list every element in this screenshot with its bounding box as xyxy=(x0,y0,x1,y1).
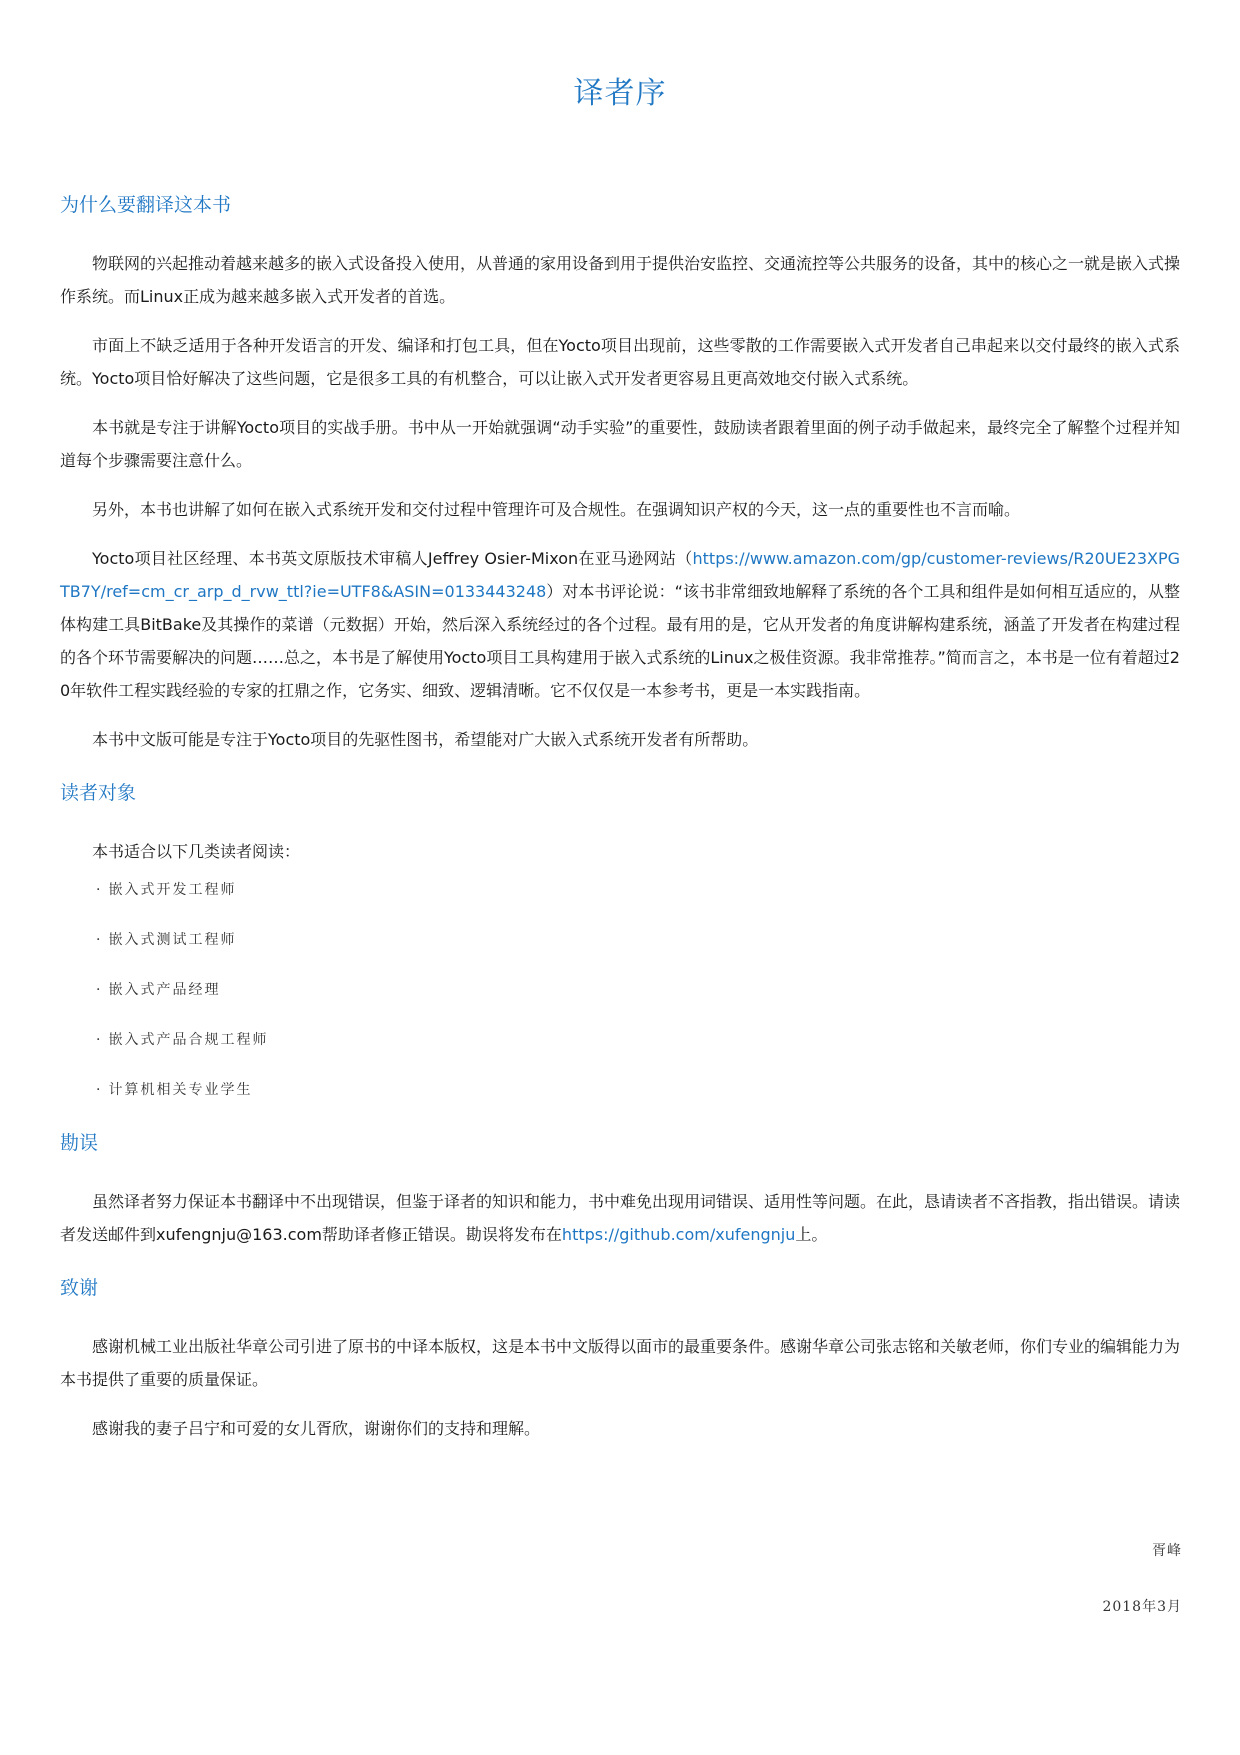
list-item-text: 计算机相关专业学生 xyxy=(108,1082,253,1098)
paragraph: 本书就是专注于讲解Yocto项目的实战手册。书中从一开始就强调“动手实验”的重要性，鼓励读者跟着里面的例子动手做起来，最终完全了解整个过程并知道每个步骤需要注意什么。 xyxy=(60,418,1180,470)
section-heading-thanks: 致谢 xyxy=(60,1277,99,1299)
paragraph: 感谢我的妻子吕宁和可爱的女儿胥欣，谢谢你们的支持和理解。 xyxy=(92,1419,541,1438)
paragraph: 本书中文版可能是专注于Yocto项目的先驱性图书，希望能对广大嵌入式系统开发者有所帮助。 xyxy=(92,730,759,749)
section-heading-why: 为什么要翻译这本书 xyxy=(60,194,232,216)
paragraph: 市面上不缺乏适用于各种开发语言的开发、编译和打包工具，但在Yocto项目出现前，这些零散的工作需要嵌入式开发者自己串起来以交付最终的嵌入式系统。Yocto项目恰好解决了这些问题，它是很多工具的有机整合，可以让嵌入式开发者更容易且更高效地交付嵌入式系统。 xyxy=(60,336,1180,388)
paragraph: 感谢机械工业出版社华章公司引进了原书的中译本版权，这是本书中文版得以面市的最重要条件。感谢华章公司张志铭和关敏老师，你们专业的编辑能力为本书提供了重要的质量保证。 xyxy=(60,1337,1181,1389)
paragraph-text: 虽然译者努力保证本书翻译中不出现错误，但鉴于译者的知识和能力，书中难免出现用词错误、适用性等问题。在此，恳请读者不吝指教，指出错误。请读者发送邮件到xufengnju@163.com帮助译者修正错误。勘误将发布在 xyxy=(60,1192,1181,1244)
page-title: 译者序 xyxy=(573,76,667,111)
amazon-review-link[interactable]: https://www.amazon.com/gp/customer-reviews/R20UE23XPGTB7Y/ref=cm_cr_arp_d_rvw_ttl?ie=UTF8&ASIN=0133443248 xyxy=(60,549,1180,601)
readers-list xyxy=(60,878,1180,1102)
signature-name: 胥峰 xyxy=(1152,1543,1182,1559)
list-item: · 嵌入式测试工程师 xyxy=(96,932,237,948)
list-item-text: 嵌入式开发工程师 xyxy=(108,882,237,898)
section-errata xyxy=(60,1128,1180,1251)
paragraph-errata xyxy=(60,1185,1180,1251)
paragraph: 物联网的兴起推动着越来越多的嵌入式设备投入使用，从普通的家用设备到用于提供治安监控、交通流控等公共服务的设备，其中的核心之一就是嵌入式操作系统。而Linux正成为越来越多嵌入式开发者的首选。 xyxy=(60,254,1181,306)
github-link[interactable]: https://github.com/xufengnju xyxy=(561,1225,796,1244)
section-heading-errata: 勘误 xyxy=(60,1132,99,1154)
paragraph-text: ）对本书评论说：“该书非常细致地解释了系统的各个工具和组件是如何相互适应的，从整体构建工具BitBake及其操作的菜谱（元数据）开始，然后深入系统经过的各个过程。最有用的是，它从开发者的角度讲解构建系统，涵盖了开发者在构建过程的各个环节需要解决的问题……总之，本书是了解使用Yocto项目工具构建用于嵌入式系统的Linux之极佳资源。我非常推荐。”简而言之，本书是一位有着超过20年软件工程实践经验的专家的扛鼎之作，它务实、细致、逻辑清晰。它不仅仅是一本参考书，更是一本实践指南。 xyxy=(60,582,1180,700)
list-item-text: 嵌入式产品合规工程师 xyxy=(108,1032,269,1048)
readers-intro: 本书适合以下几类读者阅读： xyxy=(92,842,301,861)
list-item-text: 嵌入式产品经理 xyxy=(108,982,221,998)
paragraph: 另外，本书也讲解了如何在嵌入式系统开发和交付过程中管理许可及合规性。在强调知识产权的今天，这一点的重要性也不言而喻。 xyxy=(92,500,1021,519)
list-item: · 嵌入式产品合规工程师 xyxy=(96,1032,269,1048)
list-item: · 嵌入式开发工程师 xyxy=(96,882,237,898)
signature-date: 2018年3月 xyxy=(1102,1599,1182,1615)
paragraph-amazon-review xyxy=(60,542,1180,707)
section-readers xyxy=(60,778,1180,1102)
paragraph-text: Yocto项目社区经理、本书英文原版技术审稿人Jeffrey Osier-Mixon在亚马逊网站（ xyxy=(92,549,693,568)
paragraph-text: 上。 xyxy=(795,1225,828,1244)
section-thanks xyxy=(60,1273,1180,1445)
section-why-translate xyxy=(60,190,1180,756)
section-heading-readers: 读者对象 xyxy=(60,782,137,804)
list-item: · 计算机相关专业学生 xyxy=(96,1082,253,1098)
list-item-text: 嵌入式测试工程师 xyxy=(108,932,237,948)
list-item: · 嵌入式产品经理 xyxy=(96,982,221,998)
